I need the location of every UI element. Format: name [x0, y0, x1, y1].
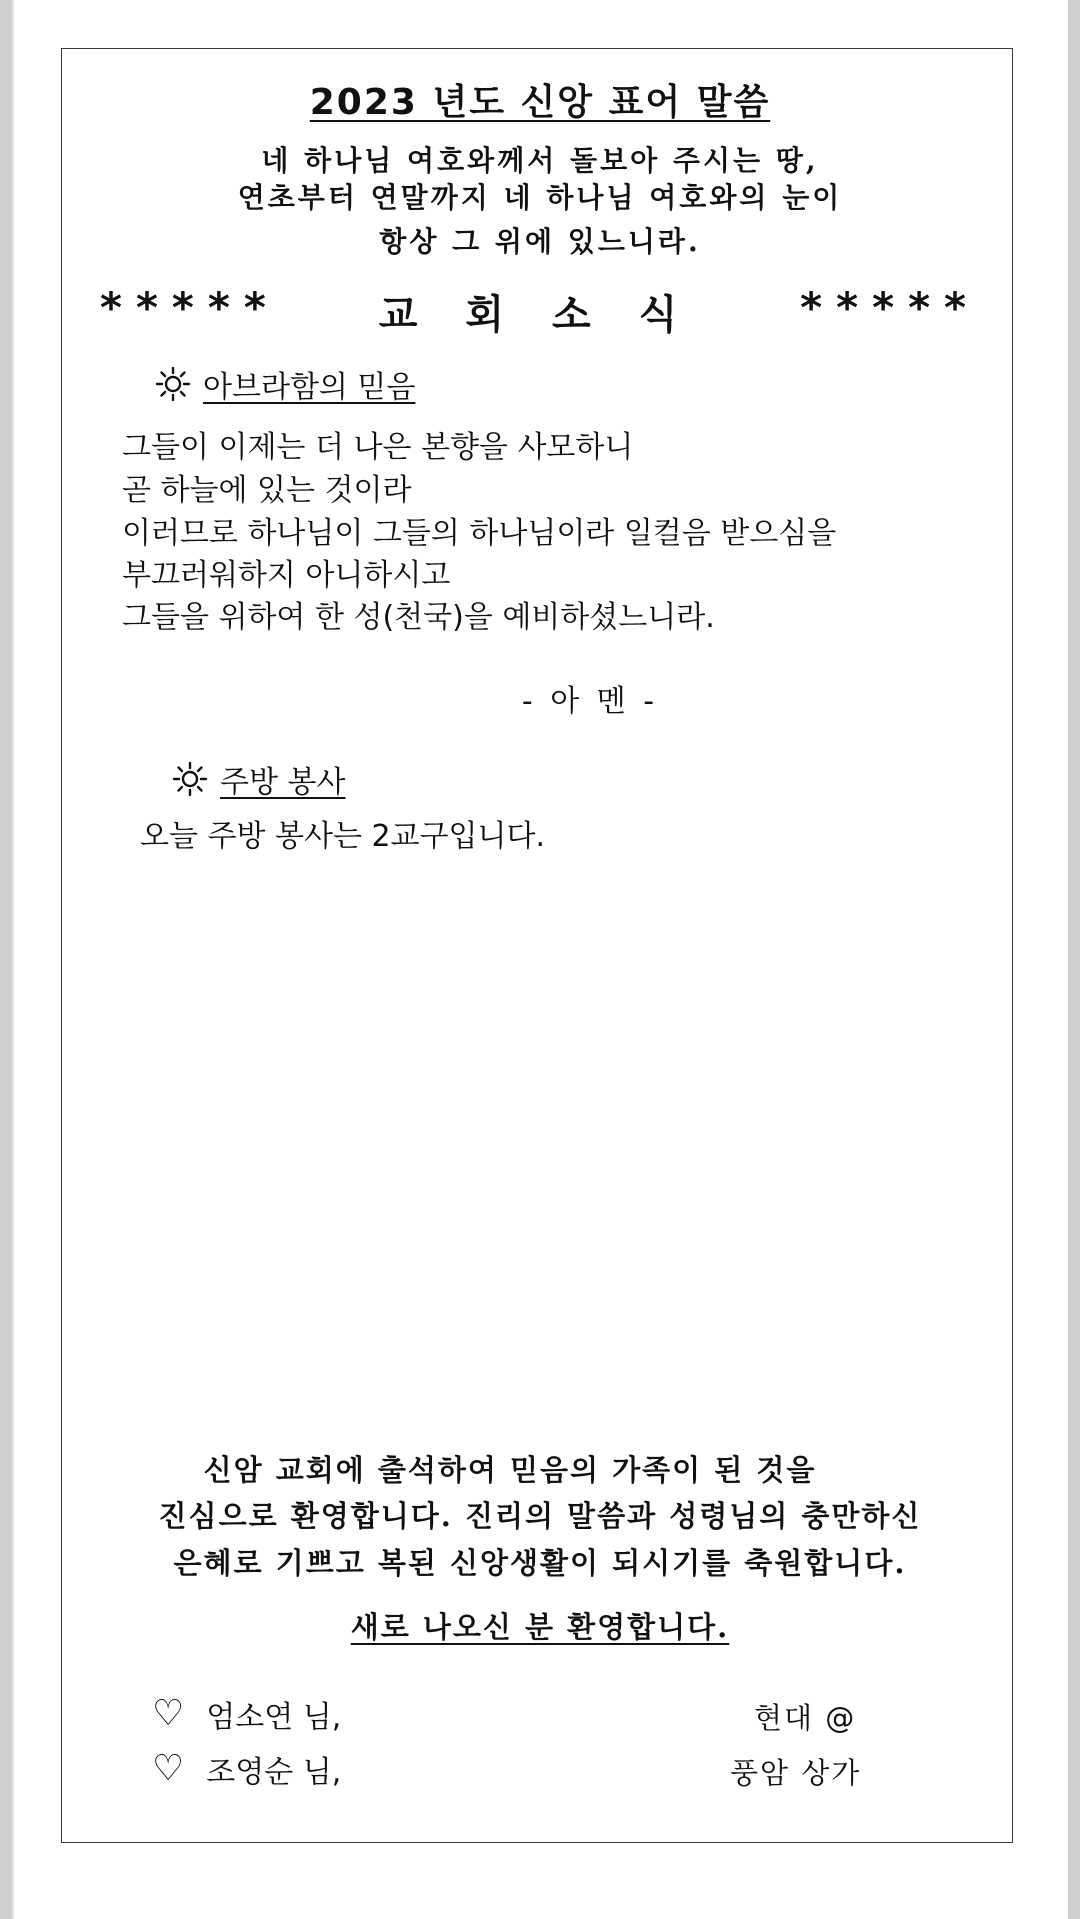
new-member-2 [152, 1747, 341, 1791]
church-news-header [100, 283, 980, 340]
scripture-line-4: 부끄러워하지 아니하시고 [122, 558, 451, 593]
heart-icon: ♡ [152, 1748, 185, 1789]
new-member-1-name: 엄소연 님, [206, 1700, 342, 1735]
section-abraham-heading-label: 아브라함의 믿음 [203, 370, 416, 405]
scripture-line-3: 이러므로 하나님이 그들의 하나님이라 일컬음 받으심을 [122, 516, 837, 551]
amen-text: - 아 멘 - [521, 684, 659, 719]
motto-line-1: 네 하나님 여호와께서 돌보아 주시는 땅, [261, 144, 819, 177]
motto-title-text: 2023 년도 신앙 표어 말씀 [309, 82, 771, 123]
scripture-line-2: 곧 하늘에 있는 것이라 [122, 473, 412, 508]
kitchen-service-text: 오늘 주방 봉사는 2교구입니다. [140, 819, 545, 854]
sun-icon [155, 366, 191, 402]
new-member-2-note: 풍암 상가 [730, 1756, 862, 1790]
stars-left: ***** [100, 283, 280, 332]
new-member-2-name: 조영순 님, [206, 1755, 342, 1790]
new-member-1-note: 현대 @ [754, 1701, 857, 1735]
scripture-line-5: 그들을 위하여 한 성(천국)을 예비하셨느니라. [122, 600, 715, 635]
section-kitchen-heading-label: 주방 봉사 [220, 765, 346, 800]
sun-icon [172, 761, 208, 797]
section-kitchen-heading [172, 757, 345, 801]
welcome-title [0, 1605, 1080, 1646]
motto-line-2: 연초부터 연말까지 네 하나님 여호와의 눈이 [237, 181, 843, 214]
church-news-title: 교회소식 [378, 292, 726, 338]
section-abraham-heading [155, 362, 415, 406]
motto-line-3: 항상 그 위에 있느니라. [379, 225, 701, 258]
heart-icon: ♡ [152, 1693, 185, 1734]
welcome-line-2: 진심으로 환영합니다. 진리의 말씀과 성령님의 충만하신 [158, 1499, 922, 1533]
scripture-line-1: 그들이 이제는 더 나은 본향을 사모하니 [122, 430, 634, 465]
stars-right: ***** [800, 283, 980, 332]
welcome-line-3: 은혜로 기쁘고 복된 신앙생활이 되시기를 축원합니다. [173, 1546, 907, 1580]
new-member-1 [152, 1692, 341, 1736]
welcome-line-1: 신암 교회에 출석하여 믿음의 가족이 된 것을 [203, 1453, 817, 1487]
welcome-title-text: 새로 나오신 분 환영합니다. [350, 1610, 730, 1644]
motto-title [0, 74, 1080, 125]
